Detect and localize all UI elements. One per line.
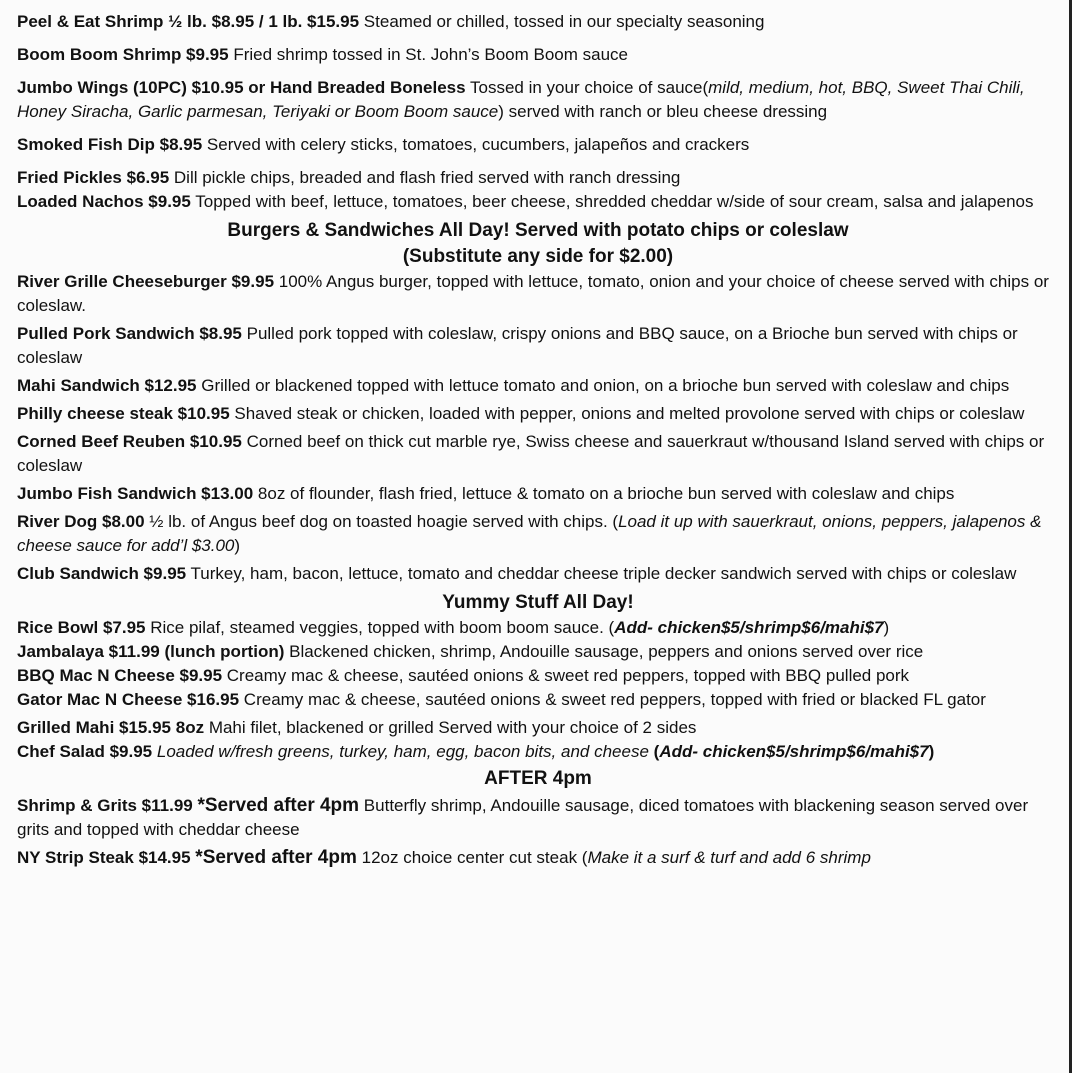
menu-item xyxy=(17,166,1059,190)
menu-item xyxy=(17,716,1059,740)
menu-item xyxy=(17,43,1059,67)
menu-item xyxy=(17,430,1059,478)
item-desc: Blackened chicken, shrimp, Andouille sausage, peppers and onions served over rice xyxy=(289,642,924,661)
item-addon-open: ( xyxy=(653,742,660,761)
item-addon-close: ) xyxy=(928,742,935,761)
item-desc-italic: Load it up with sauerkraut, onions, peppers, jalapenos & cheese sauce for add’l $3.00 xyxy=(17,512,1042,555)
item-desc-end: ) served with ranch or bleu cheese dressing xyxy=(498,102,828,121)
menu-item xyxy=(17,562,1059,586)
menu-item xyxy=(17,10,1059,34)
item-name: Chef Salad $9.95 xyxy=(17,742,153,761)
menu-item xyxy=(17,688,1059,712)
item-name: Fried Pickles $6.95 xyxy=(17,168,170,187)
item-name: Philly cheese steak $10.95 xyxy=(17,404,230,423)
menu-item xyxy=(17,664,1059,688)
item-desc-end: ) xyxy=(234,536,241,555)
item-name: River Dog $8.00 xyxy=(17,512,145,531)
item-desc-italic: Loaded w/fresh greens, turkey, ham, egg, bacon bits, and cheese xyxy=(156,742,649,761)
item-name: Boom Boom Shrimp $9.95 xyxy=(17,45,229,64)
menu-item xyxy=(17,322,1059,370)
item-desc: Steamed or chilled, tossed in our specialty seasoning xyxy=(363,12,765,31)
item-desc: Served with celery sticks, tomatoes, cucumbers, jalapeños and crackers xyxy=(206,135,750,154)
menu-item xyxy=(17,190,1059,214)
item-name: Gator Mac N Cheese $16.95 xyxy=(17,690,240,709)
item-name: NY Strip Steak $14.95 xyxy=(17,848,191,867)
item-desc-italic: Make it a surf & turf and add 6 shrimp xyxy=(587,848,871,867)
item-name: River Grille Cheeseburger $9.95 xyxy=(17,272,275,291)
item-desc: Corned beef on thick cut marble rye, Swiss cheese and sauerkraut w/thousand Island served with chips or coleslaw xyxy=(17,432,1045,475)
item-desc: Mahi filet, blackened or grilled Served with your choice of 2 sides xyxy=(208,718,697,737)
item-addon: Add- chicken$5/shrimp$6/mahi$7 xyxy=(614,618,884,637)
menu-item xyxy=(17,374,1059,398)
item-name: BBQ Mac N Cheese $9.95 xyxy=(17,666,223,685)
item-desc: ½ lb. of Angus beef dog on toasted hoagie served with chips. ( xyxy=(149,512,619,531)
item-name: Grilled Mahi $15.95 8oz xyxy=(17,718,205,737)
menu-item xyxy=(17,794,1059,842)
item-desc: Butterfly shrimp, Andouille sausage, diced tomatoes with blackening season served over grits and topped with cheddar cheese xyxy=(17,796,1029,839)
item-desc: Fried shrimp tossed in St. John’s Boom Boom sauce xyxy=(233,45,628,64)
menu-item xyxy=(17,133,1059,157)
item-desc: Grilled or blackened topped with lettuce tomato and onion, on a brioche bun served with coleslaw and chips xyxy=(201,376,1010,395)
item-served-after-tag: *Served after 4pm xyxy=(197,795,360,816)
item-name: Loaded Nachos $9.95 xyxy=(17,192,191,211)
item-desc-italic: mild, medium, hot, BBQ, Sweet Thai Chili, Honey Siracha, Garlic parmesan, Teriyaki or Boom Boom sauce xyxy=(17,78,1025,121)
section-subheading-substitute: (Substitute any side for $2.00) xyxy=(402,246,674,267)
menu-item xyxy=(17,270,1059,318)
item-name: Peel & Eat Shrimp ½ lb. $8.95 / 1 lb. $15.95 xyxy=(17,12,360,31)
item-name: Rice Bowl $7.95 xyxy=(17,618,146,637)
item-name: Club Sandwich $9.95 xyxy=(17,564,187,583)
menu-item xyxy=(17,402,1059,426)
item-desc: Rice pilaf, steamed veggies, topped with boom boom sauce. ( xyxy=(150,618,615,637)
item-served-after-tag: *Served after 4pm xyxy=(195,847,357,868)
item-name: Mahi Sandwich $12.95 xyxy=(17,376,197,395)
item-name: Shrimp & Grits $11.99 xyxy=(17,796,193,815)
item-desc: 12oz choice center cut steak ( xyxy=(361,848,588,867)
item-desc-end: ) xyxy=(883,618,890,637)
item-desc: Pulled pork topped with coleslaw, crispy onions and BBQ sauce, on a Brioche bun served with chips or coleslaw xyxy=(17,324,1018,367)
item-name: Corned Beef Reuben $10.95 xyxy=(17,432,242,451)
item-desc: Creamy mac & cheese, sautéed onions & sweet red peppers, topped with BBQ pulled pork xyxy=(226,666,910,685)
item-desc: 8oz of flounder, flash fried, lettuce & tomato on a brioche bun served with coleslaw and chips xyxy=(257,484,955,503)
item-name: Jambalaya $11.99 (lunch portion) xyxy=(17,642,285,661)
menu-item xyxy=(17,740,1059,764)
item-name: Smoked Fish Dip $8.95 xyxy=(17,135,203,154)
menu-item xyxy=(17,76,1059,124)
menu-item xyxy=(17,616,1059,640)
item-desc: 100% Angus burger, topped with lettuce, tomato, onion and your choice of cheese served with chips or coleslaw. xyxy=(17,272,1049,315)
item-name: Jumbo Wings (10PC) $10.95 or Hand Breaded Boneless xyxy=(17,78,466,97)
menu-item xyxy=(17,846,1059,870)
item-addon: Add- chicken$5/shrimp$6/mahi$7 xyxy=(659,742,929,761)
section-heading-burgers: Burgers & Sandwiches All Day! Served with potato chips or coleslaw xyxy=(227,220,849,241)
section-heading-after-4pm: AFTER 4pm xyxy=(484,768,592,789)
item-desc: Tossed in your choice of sauce( xyxy=(470,78,709,97)
item-desc: Topped with beef, lettuce, tomatoes, beer cheese, shredded cheddar w/side of sour cream, salsa and jalapenos xyxy=(195,192,1034,211)
item-name: Jumbo Fish Sandwich $13.00 xyxy=(17,484,254,503)
item-name: Pulled Pork Sandwich $8.95 xyxy=(17,324,242,343)
section-heading-yummy: Yummy Stuff All Day! xyxy=(442,592,634,613)
item-desc: Shaved steak or chicken, loaded with pepper, onions and melted provolone served with chips or coleslaw xyxy=(234,404,1025,423)
menu-item xyxy=(17,640,1059,664)
menu-item xyxy=(17,510,1059,558)
item-desc: Turkey, ham, bacon, lettuce, tomato and cheddar cheese triple decker sandwich served with chips or coleslaw xyxy=(190,564,1017,583)
menu-item xyxy=(17,482,1059,506)
item-desc: Dill pickle chips, breaded and flash fried served with ranch dressing xyxy=(173,168,681,187)
item-desc: Creamy mac & cheese, sautéed onions & sweet red peppers, topped with fried or blacked FL gator xyxy=(243,690,986,709)
